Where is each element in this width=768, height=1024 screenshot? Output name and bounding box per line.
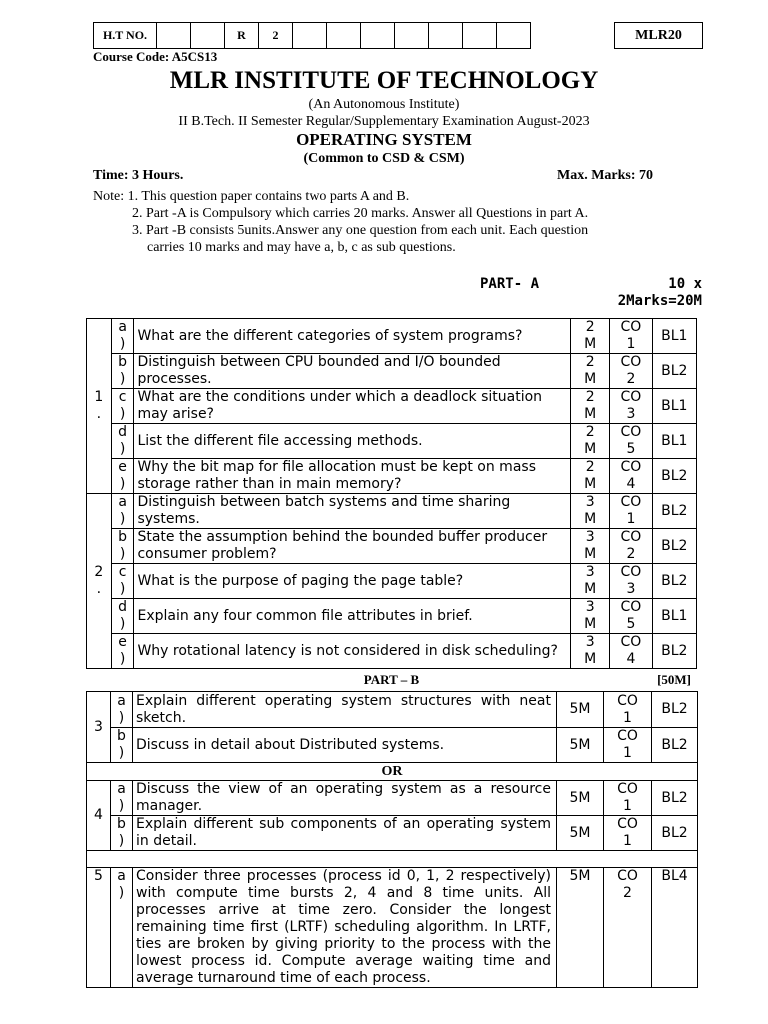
marks: 3 M <box>571 564 610 599</box>
marks: 2 M <box>571 319 610 354</box>
question-text: Discuss the view of an operating system as a resource manager. <box>133 781 557 816</box>
question-text: Why rotational latency is not considered in disk scheduling? <box>134 634 571 669</box>
sub-question-letter: b ) <box>111 354 134 389</box>
question-text: Why the bit map for file allocation must be kept on mass storage rather than in main memory? <box>134 459 571 494</box>
marks: 2 M <box>571 459 610 494</box>
ht-no-cell <box>293 23 327 49</box>
ht-no-cell <box>157 23 191 49</box>
sub-question-letter: e ) <box>111 459 134 494</box>
part-b-title: PART – B <box>363 672 420 687</box>
sub-question-letter: c ) <box>111 389 134 424</box>
course-outcome: CO 5 <box>610 599 652 634</box>
marks: 2 M <box>571 354 610 389</box>
question-text: What are the different categories of system programs? <box>134 319 571 354</box>
note-line: 2. Part -A is Compulsory which carries 20 marks. Answer all Questions in part A. <box>132 206 589 221</box>
question-row <box>87 529 697 564</box>
question-row <box>87 494 697 529</box>
question-text: Distinguish between CPU bounded and I/O bounded processes. <box>134 354 571 389</box>
question-number: 3 <box>87 692 111 763</box>
question-row <box>87 564 697 599</box>
question-text: Explain different operating system structures with neat sketch. <box>133 692 557 728</box>
marks: 5M <box>557 781 604 816</box>
marks: 3 M <box>571 494 610 529</box>
max-marks: Max. Marks: 70 <box>557 168 654 183</box>
part-a-marks-line1: 10 x <box>668 276 702 292</box>
marks: 3 M <box>571 634 610 669</box>
question-text: Explain different sub components of an operating system in detail. <box>133 816 557 851</box>
question-text: What are the conditions under which a deadlock situation may arise? <box>134 389 571 424</box>
sub-question-letter: a ) <box>111 868 133 988</box>
course-outcome: CO 1 <box>604 781 652 816</box>
or-row <box>87 763 698 781</box>
marks: 5M <box>557 692 604 728</box>
sub-question-letter: d ) <box>111 599 134 634</box>
part-a-title: PART- A <box>480 276 540 292</box>
exam-duration: Time: 3 Hours. <box>93 168 184 183</box>
part-b-table <box>86 691 698 988</box>
ht-no-cell <box>361 23 395 49</box>
blooms-level: BL2 <box>652 564 696 599</box>
part-a-table <box>86 318 697 669</box>
blooms-level: BL2 <box>652 354 696 389</box>
branches: (Common to CSD & CSM) <box>303 151 465 166</box>
question-text: Discuss in detail about Distributed systems. <box>133 728 557 763</box>
sub-question-letter: d ) <box>111 424 134 459</box>
course-outcome: CO 3 <box>610 564 652 599</box>
course-outcome: CO 1 <box>610 319 652 354</box>
question-number: 5 <box>87 868 111 988</box>
question-text: Consider three processes (process id 0, 1, 2 respectively) with compute time bursts 2, 4 and 8 time units. All processes arrive at time zero. Consider the longest remaining time first (LRTF) scheduling algorithm. In LRTF, ties are broken by giving priority to the process with the lowest process id. Compute average waiting time and average turnaround time of each process. <box>133 868 557 988</box>
blooms-level: BL2 <box>652 529 696 564</box>
sub-question-letter: e ) <box>111 634 134 669</box>
sub-question-letter: a ) <box>111 781 133 816</box>
sub-question-letter: b ) <box>111 728 133 763</box>
blooms-level: BL2 <box>652 692 698 728</box>
marks: 5M <box>557 728 604 763</box>
course-outcome: CO 5 <box>610 424 652 459</box>
course-outcome: CO 2 <box>610 529 652 564</box>
question-row <box>87 634 697 669</box>
part-a-marks-line2: 2Marks=20M <box>617 293 702 309</box>
blooms-level: BL1 <box>652 424 696 459</box>
question-text: Explain any four common file attributes in brief. <box>134 599 571 634</box>
sub-question-letter: a ) <box>111 692 133 728</box>
question-row <box>87 459 697 494</box>
ht-no-cell <box>395 23 429 49</box>
paper-code-box: MLR20 <box>614 22 703 49</box>
hall-ticket-number-grid <box>93 22 531 49</box>
blooms-level: BL1 <box>652 599 696 634</box>
question-row <box>87 728 698 763</box>
subject-title: OPERATING SYSTEM <box>296 130 472 149</box>
marks: 3 M <box>571 529 610 564</box>
blooms-level: BL2 <box>652 728 698 763</box>
sub-question-letter: b ) <box>111 529 134 564</box>
question-number: 4 <box>87 781 111 851</box>
marks: 2 M <box>571 424 610 459</box>
question-row <box>87 424 697 459</box>
ht-no-cell <box>463 23 497 49</box>
autonomous-subtitle: (An Autonomous Institute) <box>308 97 460 112</box>
marks: 2 M <box>571 389 610 424</box>
course-outcome: CO 4 <box>610 634 652 669</box>
course-outcome: CO 1 <box>604 692 652 728</box>
blooms-level: BL1 <box>652 319 696 354</box>
course-outcome: CO 4 <box>610 459 652 494</box>
question-row <box>87 868 698 988</box>
marks: 5M <box>557 816 604 851</box>
blooms-level: BL1 <box>652 389 696 424</box>
question-text: List the different file accessing methods. <box>134 424 571 459</box>
part-a-header <box>480 276 702 310</box>
question-text: State the assumption behind the bounded buffer producer consumer problem? <box>134 529 571 564</box>
marks: 5M <box>557 868 604 988</box>
spacer-row <box>87 851 698 868</box>
exam-title: II B.Tech. II Semester Regular/Supplementary Examination August-2023 <box>178 114 590 129</box>
blooms-level: BL2 <box>652 459 696 494</box>
or-separator: OR <box>87 763 698 781</box>
note-line: carries 10 marks and may have a, b, c as sub questions. <box>147 240 456 255</box>
marks: 3 M <box>571 599 610 634</box>
ht-no-cell <box>327 23 361 49</box>
question-row <box>87 354 697 389</box>
part-b-marks: [50M] <box>657 672 691 687</box>
blooms-level: BL2 <box>652 781 698 816</box>
course-outcome: CO 2 <box>604 868 652 988</box>
question-row <box>87 599 697 634</box>
empty-separator <box>87 851 698 868</box>
question-row <box>87 389 697 424</box>
course-outcome: CO 1 <box>610 494 652 529</box>
note-line: Note: 1. This question paper contains two parts A and B. <box>93 189 410 204</box>
blooms-level: BL2 <box>652 494 696 529</box>
blooms-level: BL2 <box>652 816 698 851</box>
blooms-level: BL4 <box>652 868 698 988</box>
sub-question-letter: a ) <box>111 494 134 529</box>
course-code: Course Code: A5CS13 <box>93 49 218 64</box>
ht-no-cell: R <box>225 23 259 49</box>
question-row <box>87 692 698 728</box>
ht-no-cell <box>497 23 531 49</box>
question-row <box>87 781 698 816</box>
question-number: 1 . <box>87 319 112 494</box>
institute-name: MLR INSTITUTE OF TECHNOLOGY <box>169 67 599 94</box>
question-row <box>87 319 697 354</box>
sub-question-letter: a ) <box>111 319 134 354</box>
course-outcome: CO 1 <box>604 728 652 763</box>
question-row <box>87 816 698 851</box>
course-outcome: CO 3 <box>610 389 652 424</box>
ht-no-label: H.T NO. <box>94 23 157 49</box>
ht-no-cell: 2 <box>259 23 293 49</box>
ht-no-cell <box>429 23 463 49</box>
question-number: 2 . <box>87 494 112 669</box>
sub-question-letter: b ) <box>111 816 133 851</box>
ht-no-cell <box>191 23 225 49</box>
question-text: What is the purpose of paging the page table? <box>134 564 571 599</box>
question-text: Distinguish between batch systems and time sharing systems. <box>134 494 571 529</box>
sub-question-letter: c ) <box>111 564 134 599</box>
note-line: 3. Part -B consists 5units.Answer any one question from each unit. Each question <box>132 223 589 238</box>
blooms-level: BL2 <box>652 634 696 669</box>
course-outcome: CO 2 <box>610 354 652 389</box>
course-outcome: CO 1 <box>604 816 652 851</box>
